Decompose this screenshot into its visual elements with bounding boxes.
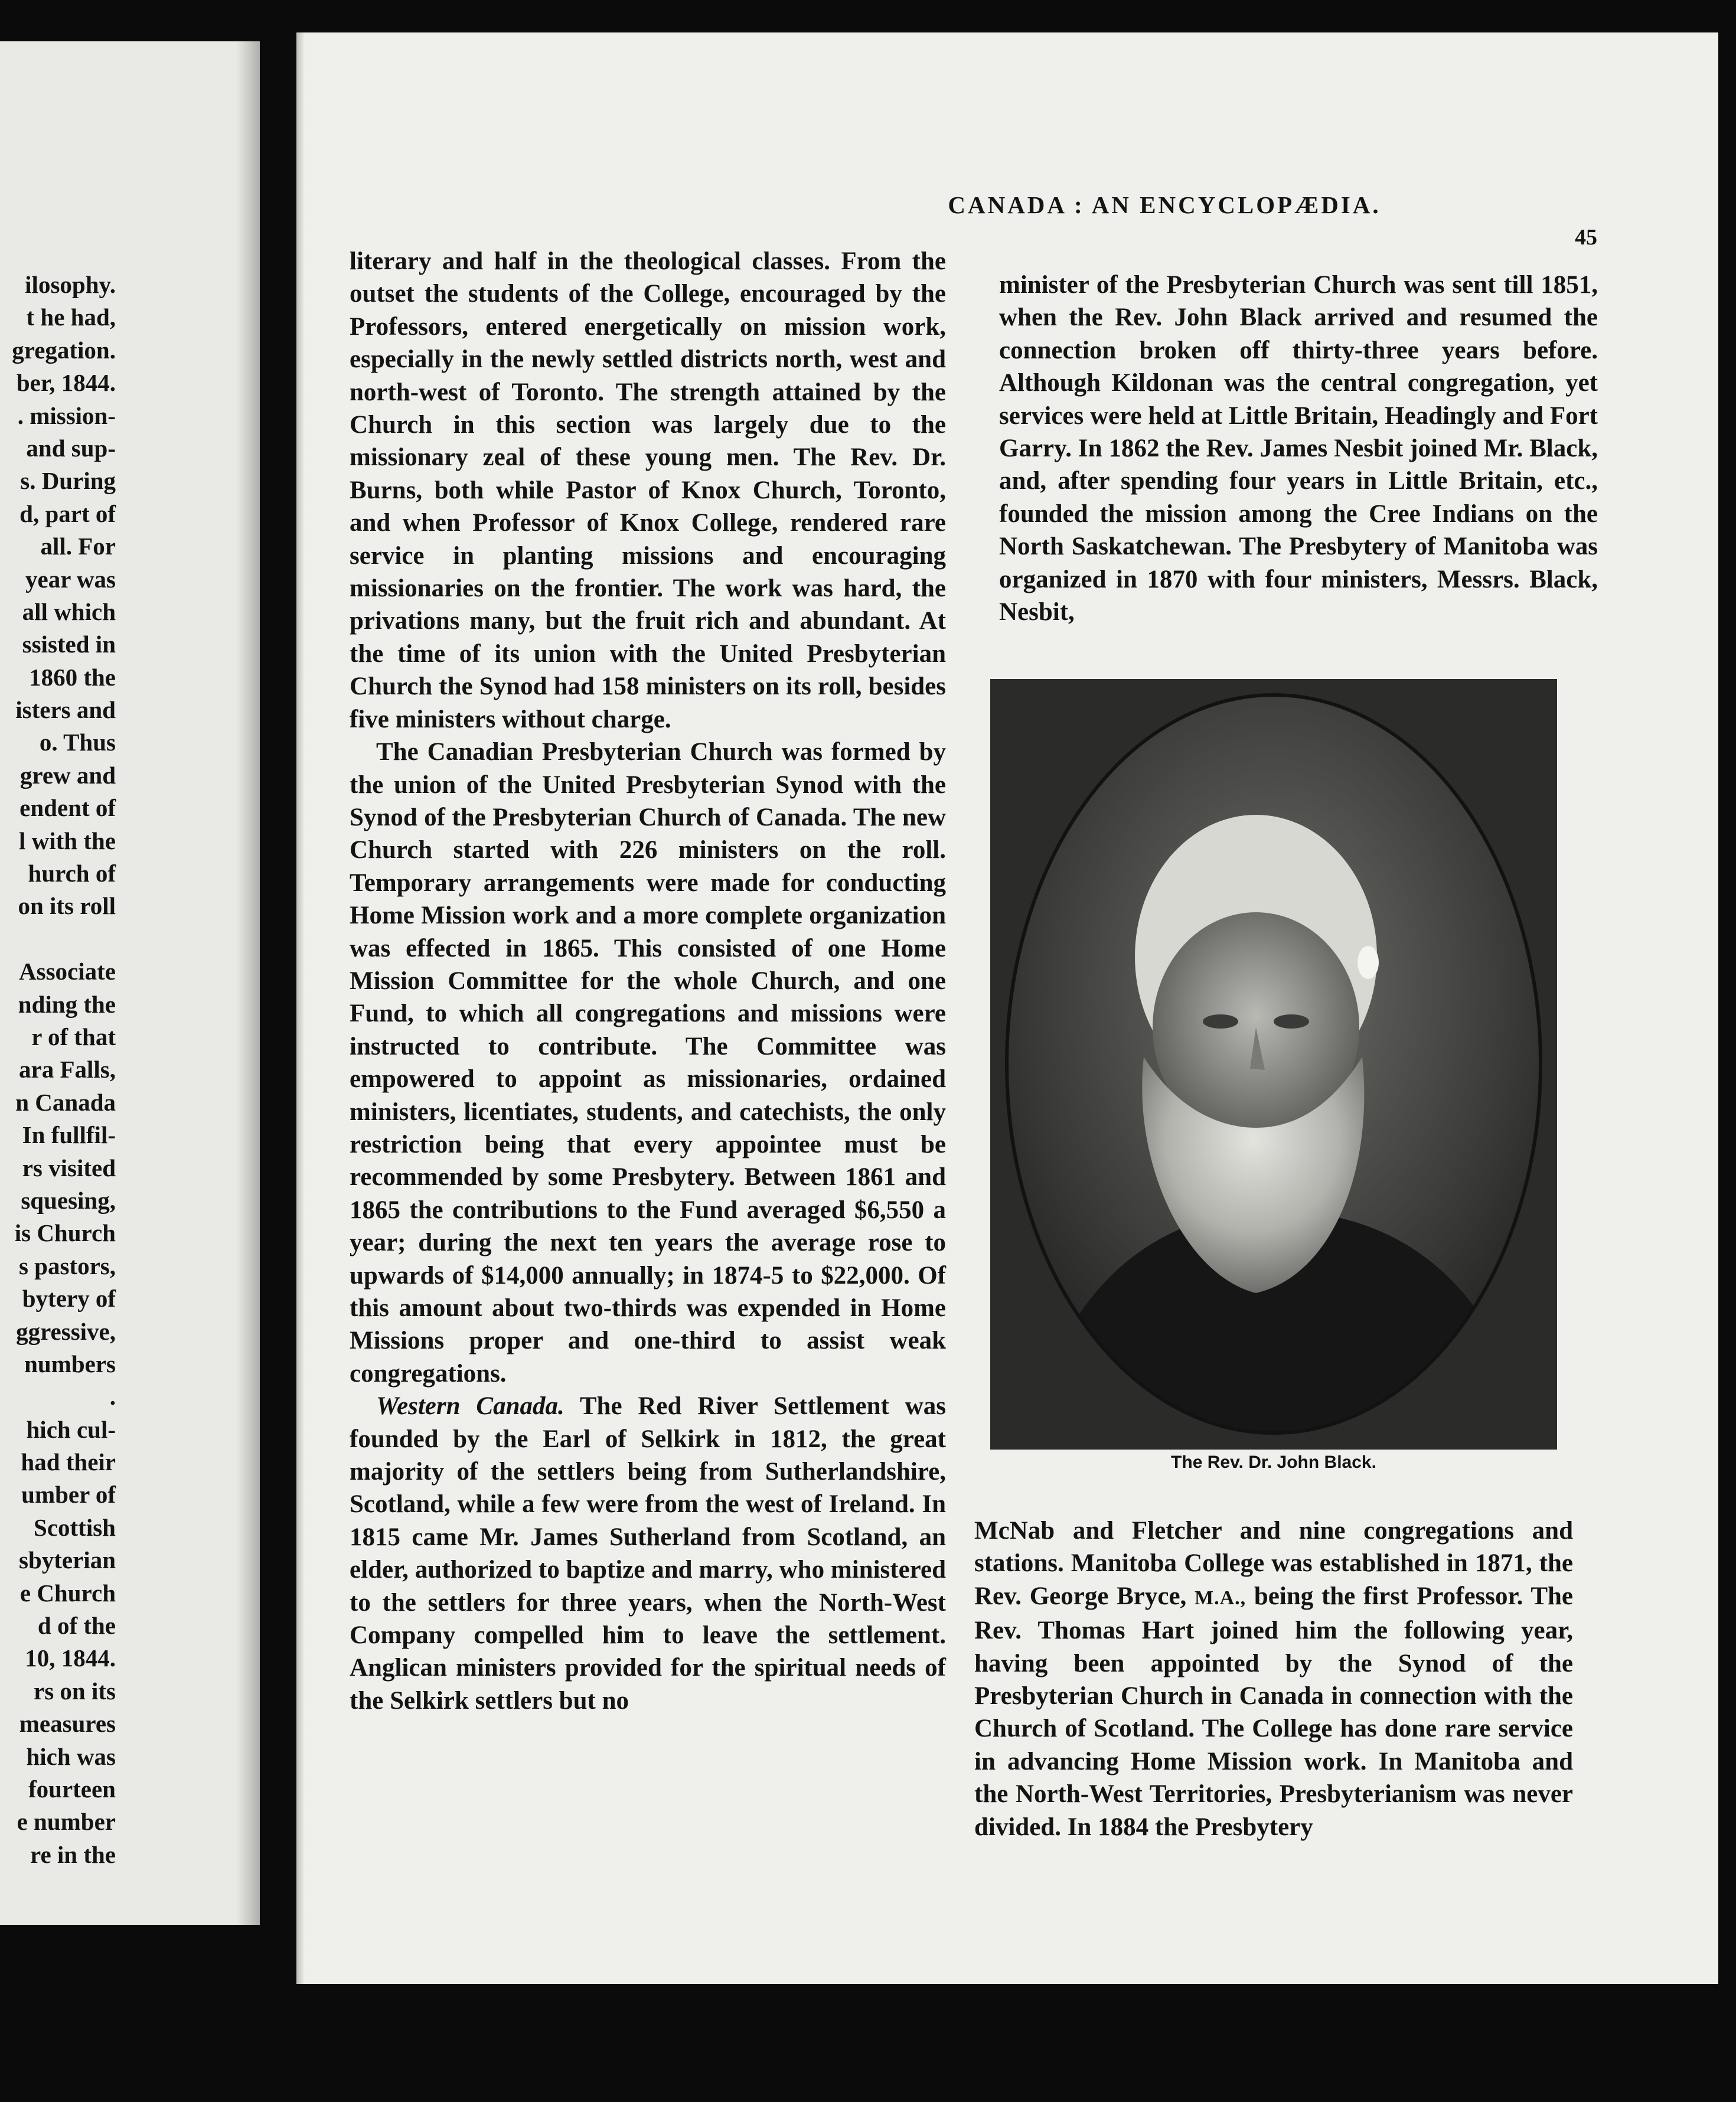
facing-page-line: t he had, (26, 303, 116, 331)
facing-page-line: d, part of (19, 500, 116, 527)
facing-page-line: ilosophy. (25, 271, 116, 298)
left-column (350, 245, 946, 1717)
facing-page-line: rs visited (22, 1154, 116, 1181)
facing-page-line: . mission- (17, 402, 116, 429)
portrait-caption: The Rev. Dr. John Black. (1171, 1453, 1376, 1472)
paragraph-western-canada (350, 1390, 946, 1717)
facing-page-line: e Church (19, 1579, 116, 1607)
facing-page-line: s. During (20, 467, 116, 495)
facing-page-line: endent of (19, 794, 116, 822)
facing-page-line: hich cul- (26, 1415, 116, 1443)
facing-page-line: grew and (19, 761, 116, 789)
paragraph-college-missions: literary and half in the theological classes. From the outset the students of the College, encouraged by the Professors, entered energetically on mission work, especially in the newly settled districts north, west and north-west of Toronto. The strength attained by the Church in this section was largely due to the missionary zeal of these young men. The Rev. Dr. Burns, both while Pastor of Knox Church, Toronto, and when Professor of Knox College, rendered rare service in planting missions and encouraging missionaries on the frontier. The work was hard, the privations many, but the fruit rich and abundant. At the time of its union with the United Presbyterian Church the Synod had 158 ministers on its roll, besides five ministers without charge. (350, 247, 946, 733)
facing-page-line: s pastors, (18, 1252, 116, 1280)
facing-page-line: on its roll (18, 892, 116, 920)
facing-page-line: rs on its (34, 1677, 116, 1705)
portrait-photo (990, 679, 1557, 1450)
portrait-image (990, 679, 1557, 1450)
right-column-bottom (974, 1515, 1573, 1843)
facing-page-line: hich was (26, 1742, 116, 1770)
running-head: CANADA : AN ENCYCLOPÆDIA. (948, 191, 1381, 218)
paragraph-manitoba-college (974, 1515, 1573, 1843)
facing-page-line: ssisted in (22, 631, 116, 658)
gutter-shadow (236, 41, 260, 1925)
section-heading-western-canada: Western Canada. (376, 1392, 564, 1421)
facing-page-line: In fullfil- (22, 1121, 116, 1149)
page-edge (296, 32, 305, 1984)
facing-page-line: d of the (37, 1612, 116, 1640)
facing-page-fragment (0, 41, 260, 1925)
facing-page-line: isters and (15, 696, 116, 724)
facing-page-line: all. For (40, 533, 116, 560)
facing-page-line: Associate (19, 958, 116, 985)
paragraph-manitoba-college-text-b: being the first Professor. The Rev. Thomas Hart joined him the following year, having been appointed by the Synod of the Presbyterian Church in Canada in connection with the Church of Scotland. The College has done rare service in advancing Home Mission work. In Manitoba and the North-West Territories, Presbyterianism was never divided. In 1884 the Presbytery (974, 1582, 1574, 1841)
main-page (296, 32, 1718, 1984)
facing-page-line: ggressive, (16, 1317, 116, 1345)
facing-page-line: year was (25, 565, 116, 593)
facing-page-text (0, 269, 116, 1871)
facing-page-line: o. Thus (39, 729, 116, 756)
facing-page-line: bytery of (22, 1285, 116, 1313)
facing-page-line: r of that (31, 1023, 116, 1050)
facing-page-line: n Canada (15, 1088, 116, 1116)
facing-page-line: . (109, 1383, 116, 1411)
facing-page-line: l with the (19, 827, 116, 854)
paragraph-canadian-presbyterian-church: The Canadian Presbyterian Church was formed by the union of the United Presbyterian Synod with the Synod of the Presbyterian Church of Canada. The new Church started with 226 ministers on the roll. Temporary arrangements were made for conducting Home Mission work and a more complete organization was effected in 1865. This consisted of one Home Mission Committee for the whole Church, and one Fund, to which all congregations and missions were instructed to contribute. The Committee was empowered to appoint as missionaries, ordained ministers, licentiates, students, and catechists, the only restriction being that every appointee must be recommended by some Presbytery. Between 1861 and 1865 the contributions to the Fund averaged $6,550 a year; during the next ten years the average rose to upwards of $14,000 annually; in 1874-5 to $22,000. Of this amount about two-thirds was expended in Home Missions proper and one-third to assist weak congregations. (350, 738, 946, 1388)
paragraph-manitoba-college-text-a: McNab and Fletcher and nine congregations and stations. Manitoba College was established in 1871, the Rev. George Bryce, (974, 1517, 1573, 1610)
facing-page-line: all which (22, 598, 116, 625)
facing-page-line: gregation. (12, 336, 116, 364)
facing-page-line: is Church (14, 1219, 116, 1247)
facing-page-line: e number (17, 1808, 116, 1836)
facing-page-line: sbyterian (19, 1546, 116, 1574)
facing-page-line: Scottish (34, 1513, 116, 1541)
facing-page-line: measures (19, 1710, 116, 1738)
facing-page-line: nding the (18, 990, 116, 1018)
facing-page-line: umber of (21, 1481, 116, 1509)
paragraph-red-river-mission: minister of the Presbyterian Church was sent till 1851, when the Rev. John Black arrived and resumed the connection broken off thirty-three years before. Although Kildonan was the central congregation, yet services were held at Little Britain, Headingly and Fort Garry. In 1862 the Rev. James Nesbit joined Mr. Black, and, after spending four years in Little Britain, etc., founded the mission among the Cree Indians on the North Saskatchewan. The Presbytery of Manitoba was organized in 1870 with four ministers, Messrs. Black, Nesbit, (999, 271, 1598, 626)
paragraph-red-river-text: The Red River Settlement was founded by the Earl of Selkirk in 1812, the great majority of the settlers being from Sutherlandshire, Scotland, while a few were from the west of Ireland. In 1815 came Mr. James Sutherland from Scotland, an elder, authorized to baptize and marry, who ministered to the settlers for three years, when the North-West Company compelled him to leave the settlement. Anglican ministers provided for the spiritual needs of the Selkirk settlers but no (350, 1392, 946, 1715)
facing-page-line: numbers (24, 1350, 116, 1378)
facing-page-line: 1860 the (29, 663, 116, 691)
facing-page-line (0, 923, 116, 955)
facing-page-line: and sup- (26, 434, 116, 462)
facing-page-line: squesing, (21, 1186, 116, 1214)
facing-page-line: re in the (30, 1840, 116, 1868)
facing-page-line: ara Falls, (19, 1056, 116, 1083)
facing-page-line: 10, 1844. (25, 1644, 116, 1672)
facing-page-line: ber, 1844. (16, 369, 116, 397)
right-column-top (999, 269, 1598, 628)
degree-abbreviation: M.A., (1195, 1587, 1246, 1609)
facing-page-line: fourteen (28, 1775, 116, 1803)
facing-page-line: had their (21, 1448, 116, 1476)
facing-page-line: hurch of (28, 860, 116, 887)
page-number: 45 (1575, 225, 1597, 250)
